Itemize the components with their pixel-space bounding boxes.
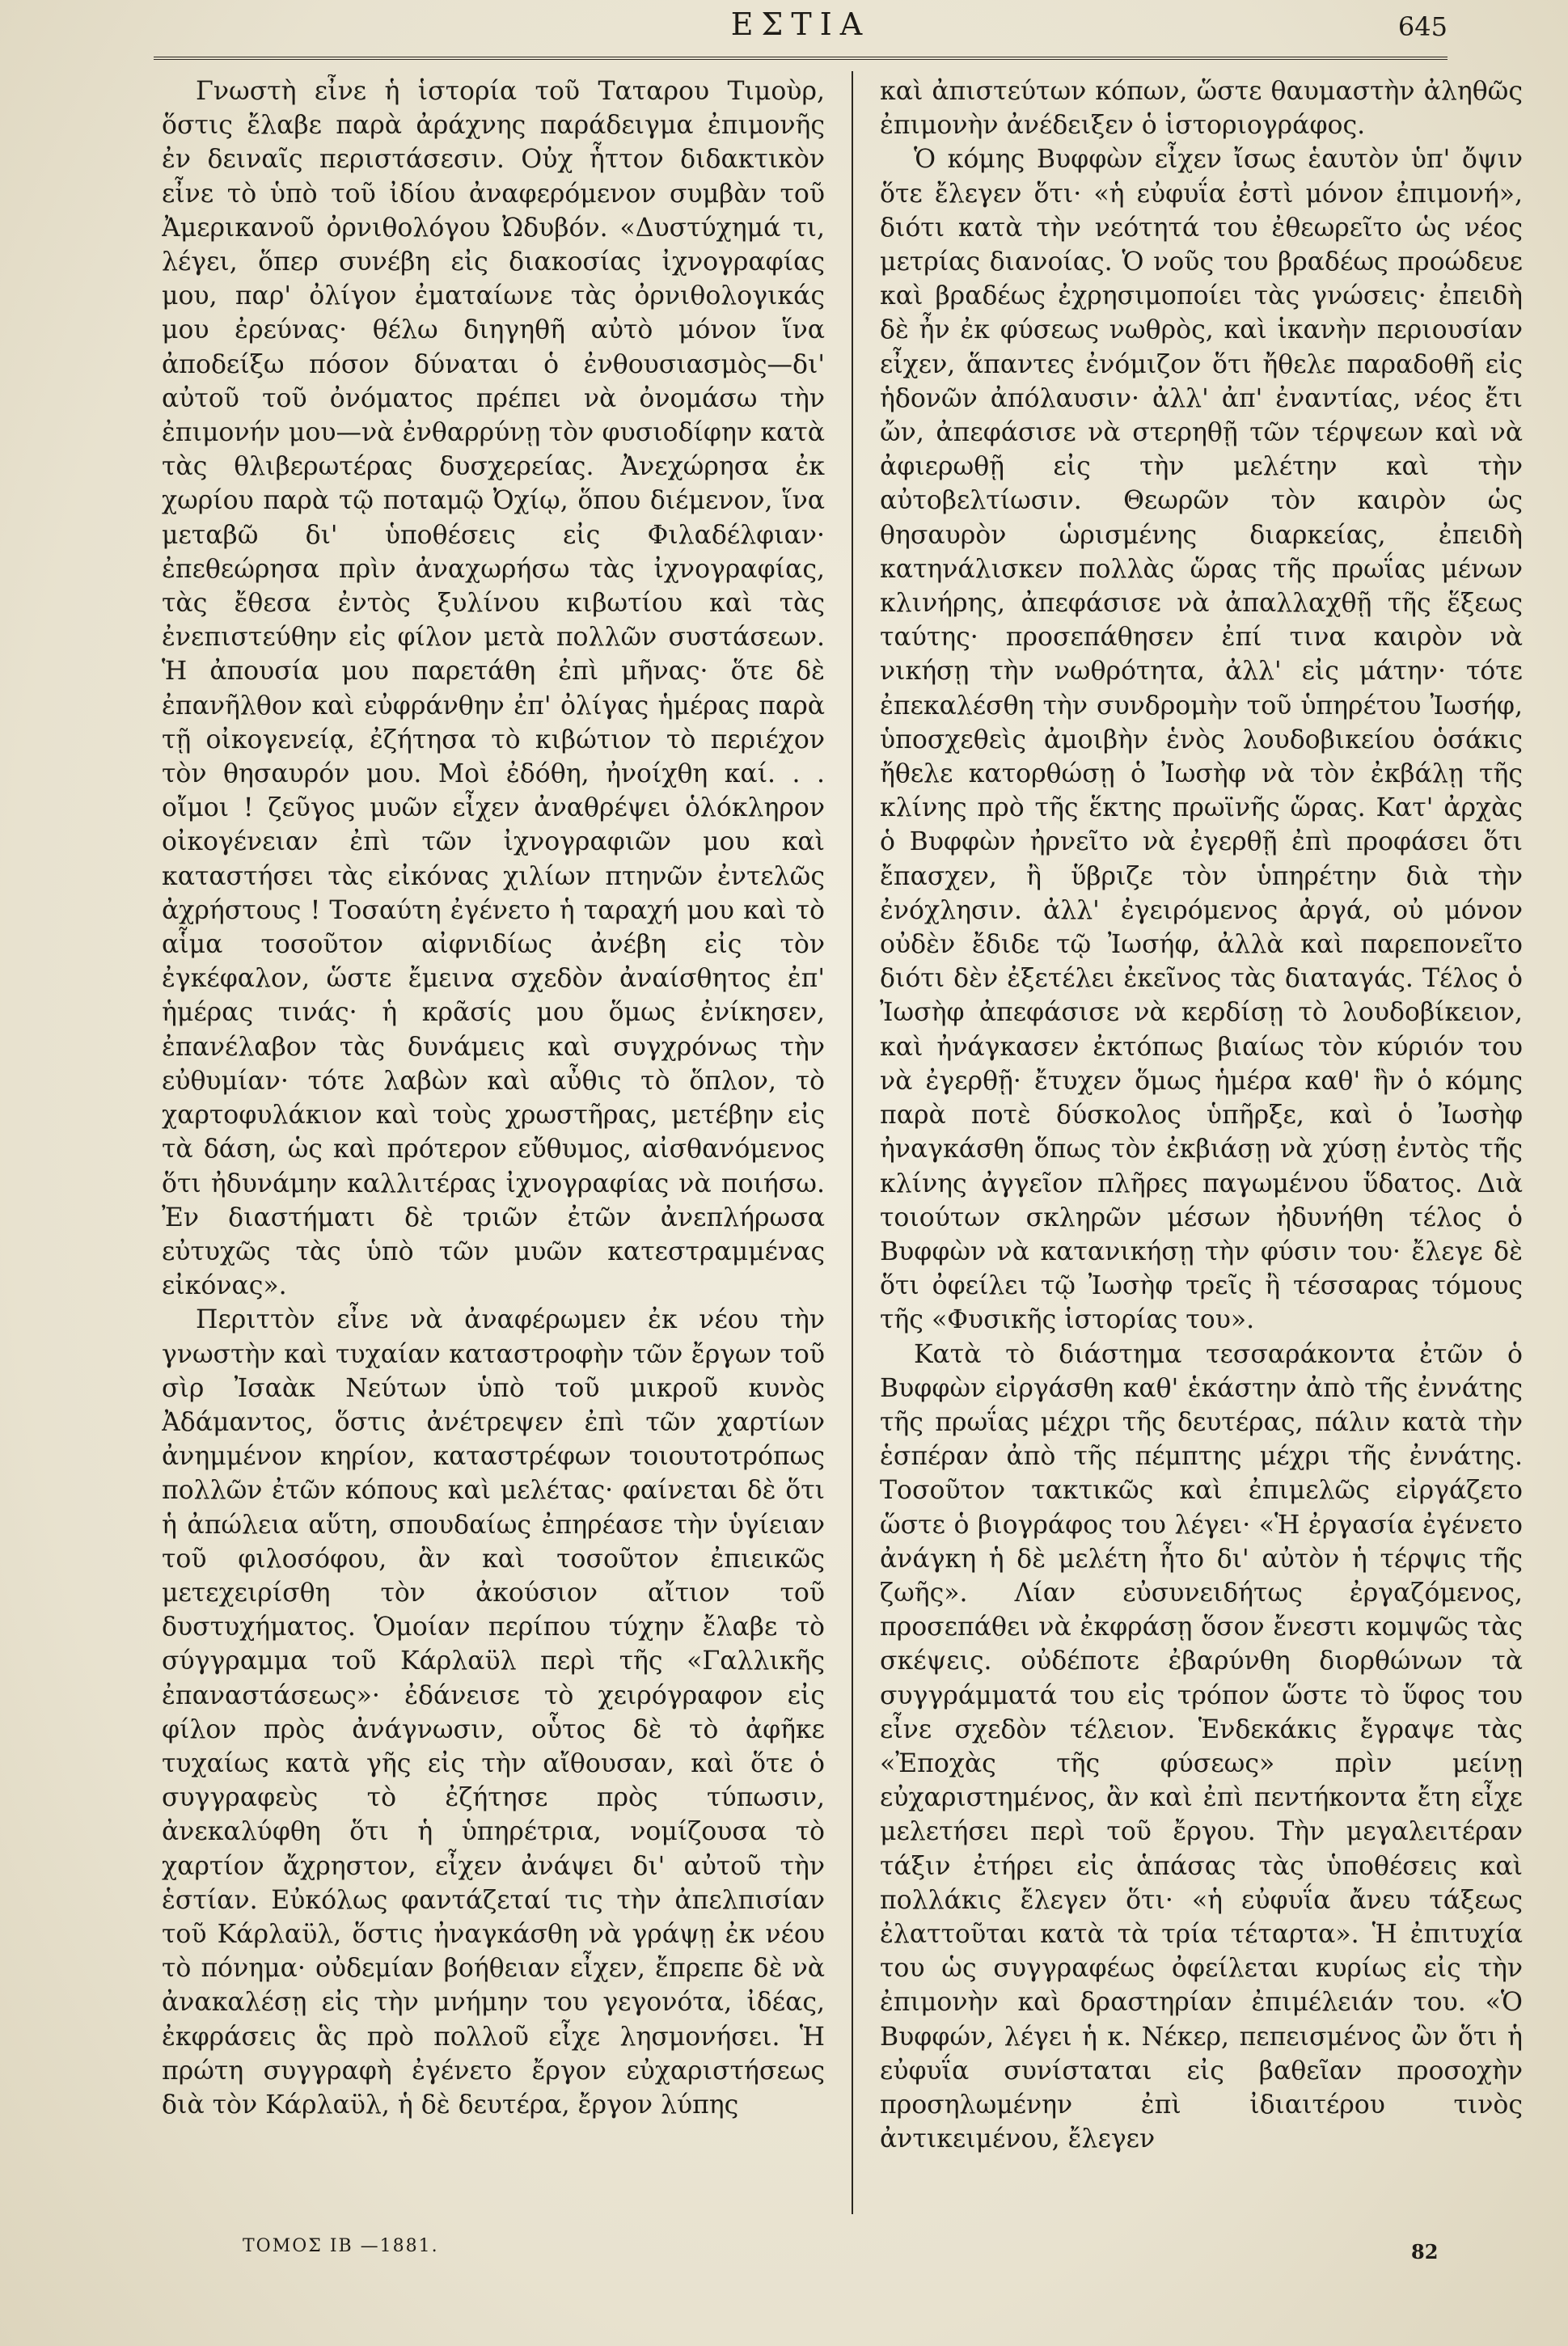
paragraph-buffon-joseph: Ὁ κόμης Βυφφὼν εἶχεν ἴσως ἑαυτὸν ὑπ' ὄψιν ὅτε ἔλεγεν ὅτι· «ἡ εὐφυΐα ἐστὶ μόνον ἐπιμονή», διότι κατὰ τὴν νεότητά του ἐθεωρεῖτο ὡς νέος μετρίας διανοίας. Ὁ νοῦς του βραδέως προώδευε καὶ βραδέως ἐχρησιμοποίει τὰς γνώσεις· ἐπειδὴ δὲ ἦν ἐκ φύσεως νωθρὸς, καὶ ἱκανὴν περιουσίαν εἶχεν, ἅπαντες ἐνόμιζον ὅτι ἤθελε παραδοθῆ εἰς ἡδονῶν ἀπόλαυσιν· ἀλλ' ἀπ' ἐναντίας, νέος ἔτι ὤν, ἀπεφάσισε νὰ στερηθῇ τῶν τέρψεων καὶ νὰ ἀφιερωθῇ εἰς τὴν μελέτην καὶ τὴν αὐτοβελτίωσιν. Θεωρῶν τὸν καιρὸν ὡς θησαυρὸν ὡρισμένης διαρκείας, ἐπειδὴ κατηνάλισκεν πολλὰς ὥρας τῆς πρωΐας μένων κλινήρης, ἀπεφάσισε νὰ ἀπαλλαχθῇ τῆς ἕξεως ταύτης· προσεπάθησεν ἐπί τινα καιρὸν νὰ νικήσῃ τὴν νωθρότητα, ἀλλ' εἰς μάτην· τότε ἐπεκαλέσθη τὴν συνδρομὴν τοῦ ὑπηρέτου Ἰωσήφ, ὑποσχεθεὶς ἀμοιβὴν ἑνὸς λουδοβικείου ὁσάκις ἤθελε κατορθώσῃ ὁ Ἰωσὴφ νὰ τὸν ἐκβάλῃ τῆς κλίνης πρὸ τῆς ἕκτης πρωϊνῆς ὥρας. Κατ' ἀρχὰς ὁ Βυφφὼν ἠρνεῖτο νὰ ἐγερθῇ ἐπὶ προφάσει ὅτι ἔπασχεν, ἢ ὕβριζε τὸν ὑπηρέτην διὰ τὴν ἐνόχλησιν. ἀλλ' ἐγειρόμενος ἀργά, οὐ μόνον οὐδὲν ἔδιδε τῷ Ἰωσήφ, ἀλλὰ καὶ παρεπονεῖτο διότι δὲν ἐξετέλει ἐκεῖνος τὰς διαταγάς. Τέλος ὁ Ἰωσὴφ ἀπεφάσισε νὰ κερδίσῃ τὸ λουδοβίκειον, καὶ ἠνάγκασεν ἐκτόπως βιαίως τὸν κύριόν του νὰ ἐγερθῇ· ἔτυχεν ὅμως ἡμέρα καθ' ἣν ὁ κόμης παρὰ ποτὲ δύσκολος ὑπῆρξε, καὶ ὁ Ἰωσὴφ ἠναγκάσθη ὅπως τὸν ἐκβιάσῃ νὰ χύσῃ ἐντὸς τῆς κλίνης ἀγγεῖον πλῆρες παγωμένου ὕδατος. Διὰ τοιούτων σκληρῶν μέσων ἠδυνήθη τέλος ὁ Βυφφὼν νὰ κατανικήσῃ τὴν φύσιν του· ἔλεγε δὲ ὅτι ὀφείλει τῷ Ἰωσὴφ τρεῖς ἢ τέσσαρας τόμους τῆς «Φυσικῆς ἱστορίας του». xyxy=(880,145,1523,1335)
running-title: ΕΣΤΙΑ xyxy=(730,6,871,42)
volume-line: ΤΟΜΟΣ ΙΒ —1881. xyxy=(243,2236,439,2256)
paragraph-continuation: καὶ ἀπιστεύτων κόπων, ὥστε θαυμαστὴν ἀληθῶς ἐπιμονὴν ἀνέδειξεν ὁ ἱστοριογράφος. xyxy=(880,77,1523,141)
left-column xyxy=(162,74,825,2226)
header-rule xyxy=(154,57,1448,60)
paragraph-newton-carlyle: Περιττὸν εἶνε νὰ ἀναφέρωμεν ἐκ νέου τὴν γνωστὴν καὶ τυχαίαν καταστροφὴν τῶν ἔργων τοῦ σὶρ Ἰσαὰκ Νεύτων ὑπὸ τοῦ μικροῦ κυνὸς Ἀδάμαντος, ὅστις ἀνέτρεψεν ἐπὶ τῶν χαρτίων ἀνημμένον κηρίον, καταστρέφων τοιουτοτρόπως πολλῶν ἐτῶν κόπους καὶ μελέτας· φαίνεται δὲ ὅτι ἡ ἀπώλεια αὕτη, σπουδαίως ἐπηρέασε τὴν ὑγίειαν τοῦ φιλοσόφου, ἂν καὶ τοσοῦτον ἐπιεικῶς μετεχειρίσθη τὸν ἀκούσιον αἴτιον τοῦ δυστυχήματος. Ὁμοίαν περίπου τύχην ἔλαβε τὸ σύγγραμμα τοῦ Κάρλαϋλ περὶ τῆς «Γαλλικῆς ἐπαναστάσεως»· ἐδάνεισε τὸ χειρόγραφον εἰς φίλον πρὸς ἀνάγνωσιν, οὗτος δὲ τὸ ἀφῆκε τυχαίως κατὰ γῆς εἰς τὴν αἴθουσαν, καὶ ὅτε ὁ συγγραφεὺς τὸ ἐζήτησε πρὸς τύπωσιν, ἀνεκαλύφθη ὅτι ἡ ὑπηρέτρια, νομίζουσα τὸ χαρτίον ἄχρηστον, εἶχεν ἀνάψει δι' αὐτοῦ τὴν ἑστίαν. Εὐκόλως φαντάζεταί τις τὴν ἀπελπισίαν τοῦ Κάρλαϋλ, ὅστις ἠναγκάσθη νὰ γράψῃ ἐκ νέου τὸ πόνημα· οὐδεμίαν βοήθειαν εἶχεν, ἔπρεπε δὲ νὰ ἀνακαλέσῃ εἰς τὴν μνήμην του γεγονότα, ἰδέας, ἐκφράσεις ἃς πρὸ πολλοῦ εἶχε λησμονήσει. Ἡ πρώτη συγγραφὴ ἐγένετο ἔργον εὐχαριστήσεως διὰ τὸν Κάρλαϋλ, ἡ δὲ δευτέρα, ἔργον λύπης xyxy=(162,1305,825,2120)
page-number: 645 xyxy=(1397,11,1448,42)
page-header xyxy=(154,3,1448,52)
right-column xyxy=(880,74,1523,2226)
signature-mark: 82 xyxy=(1411,2240,1439,2264)
column-divider xyxy=(852,71,853,2214)
paragraph-tamerlane-audubon: Γνωστὴ εἶνε ἡ ἱστορία τοῦ Ταταρου Τιμοὺρ, ὅστις ἔλαβε παρὰ ἀράχνης παράδειγμα ἐπιμονῆς ἐν δειναῖς περιστάσεσιν. Οὐχ ἧττον διδακτικὸν εἶνε τὸ ὑπὸ τοῦ ἰδίου ἀναφερόμενον συμβὰν τοῦ Ἀμερικανοῦ ὀρνιθολόγου Ὠδυβόν. «Δυστύχημά τι, λέγει, ὅπερ συνέβη εἰς διακοσίας ἰχνογραφίας μου, παρ' ὀλίγον ἐματαίωνε τὰς ὀρνιθολογικάς μου ἐρεύνας· θέλω διηγηθῆ αὐτὸ μόνον ἵνα ἀποδείξω πόσον δύναται ὁ ἐνθουσιασμὸς—δι' αὐτοῦ τοῦ ὀνόματος πρέπει νὰ ὀνομάσω τὴν ἐπιμονήν μου—νὰ ἐνθαρρύνῃ τὸν φυσιοδίφην κατὰ τὰς θλιβερωτέρας δυσχερείας. Ἀνεχώρησα ἐκ χωρίου παρὰ τῷ ποταμῷ Ὀχίῳ, ὅπου διέμενον, ἵνα μεταβῶ δι' ὑποθέσεις εἰς Φιλαδέλφιαν· ἐπεθεώρησα πρὶν ἀναχωρήσω τὰς ἰχνογραφίας, τὰς ἔθεσα ἐντὸς ξυλίνου κιβωτίου καὶ τὰς ἐνεπιστεύθην εἰς φίλον μετὰ πολλῶν συστάσεων. Ἡ ἀπουσία μου παρετάθη ἐπὶ μῆνας· ὅτε δὲ ἐπανῆλθον καὶ εὐφράνθην ἐπ' ὀλίγας ἡμέρας παρὰ τῇ οἰκογενείᾳ, ἐζήτησα τὸ κιβώτιον τὸ περιέχον τὸν θησαυρόν μου. Μοὶ ἐδόθη, ἠνοίχθη καί. . . οἴμοι ! ζεῦγος μυῶν εἶχεν ἀναθρέψει ὁλόκληρον οἰκογένειαν ἐπὶ τῶν ἰχνογραφιῶν μου καὶ καταστήσει τὰς εἰκόνας χιλίων πτηνῶν ἐντελῶς ἀχρήστους ! Τοσαύτη ἐγένετο ἡ ταραχή μου καὶ τὸ αἷμα τοσοῦτον αἰφνιδίως ἀνέβη εἰς τὸν ἐγκέφαλον, ὥστε ἔμεινα σχεδὸν ἀναίσθητος ἐπ' ἡμέρας τινάς· ἡ κρᾶσίς μου ὅμως ἐνίκησεν, ἐπανέλαβον τὰς δυνάμεις καὶ συγχρόνως τὴν εὐθυμίαν· τότε λαβὼν καὶ αὖθις τὸ ὅπλον, τὸ χαρτοφυλάκιον καὶ τοὺς χρωστῆρας, μετέβην εἰς τὰ δάση, ὡς καὶ πρότερον εὔθυμος, αἰσθανόμενος ὅτι ἠδυνάμην καλλιτέρας ἰχνογραφίας νὰ ποιήσω. Ἐν διαστήματι δὲ τριῶν ἐτῶν ἀνεπλήρωσα εὐτυχῶς τὰς ὑπὸ τῶν μυῶν κατεστραμμένας εἰκόνας». xyxy=(162,77,825,1301)
paragraph-buffon-work: Κατὰ τὸ διάστημα τεσσαράκοντα ἐτῶν ὁ Βυφφὼν εἰργάσθη καθ' ἑκάστην ἀπὸ τῆς ἐννάτης τῆς πρωΐας μέχρι τῆς δευτέρας, πάλιν κατὰ τὴν ἑσπέραν ἀπὸ τῆς πέμπτης μέχρι τῆς ἐννάτης. Τοσοῦτον τακτικῶς καὶ ἐπιμελῶς εἰργάζετο ὥστε ὁ βιογράφος του λέγει· «Ἡ ἐργασία ἐγένετο ἀνάγκη ἡ δὲ μελέτη ἦτο δι' αὐτὸν ἡ τέρψις τῆς ζωῆς». Λίαν εὐσυνειδήτως ἐργαζόμενος, προσεπάθει νὰ ἐκφράσῃ ὅσον ἔνεστι κομψῶς τὰς σκέψεις. οὐδέποτε ἐβαρύνθη διορθώνων τὰ συγγράμματά του εἰς τρόπον ὥστε τὸ ὕφος του εἶνε σχεδὸν τέλειον. Ἑνδεκάκις ἔγραψε τὰς «Ἐποχὰς τῆς φύσεως» πρὶν μείνῃ εὐχαριστημένος, ἂν καὶ ἐπὶ πεντήκοντα ἔτη εἶχε μελετήσει περὶ τοῦ ἔργου. Τὴν μεγαλειτέραν τάξιν ἐτήρει εἰς ἁπάσας τὰς ὑποθέσεις καὶ πολλάκις ἔλεγεν ὅτι· «ἡ εὐφυΐα ἄνευ τάξεως ἐλαττοῦται κατὰ τὰ τρία τέταρτα». Ἡ ἐπιτυχία του ὡς συγγραφέως ὀφείλεται κυρίως εἰς τὴν ἐπιμονὴν καὶ δραστηρίαν ἐπιμέλειάν του. «Ὁ Βυφφών, λέγει ἡ κ. Νέκερ, πεπεισμένος ὢν ὅτι ἡ εὐφυΐα συνίσταται εἰς βαθεῖαν προσοχὴν προσηλωμένην ἐπὶ ἰδιαιτέρου τινὸς ἀντικειμένου, ἔλεγεν xyxy=(880,1339,1523,2154)
